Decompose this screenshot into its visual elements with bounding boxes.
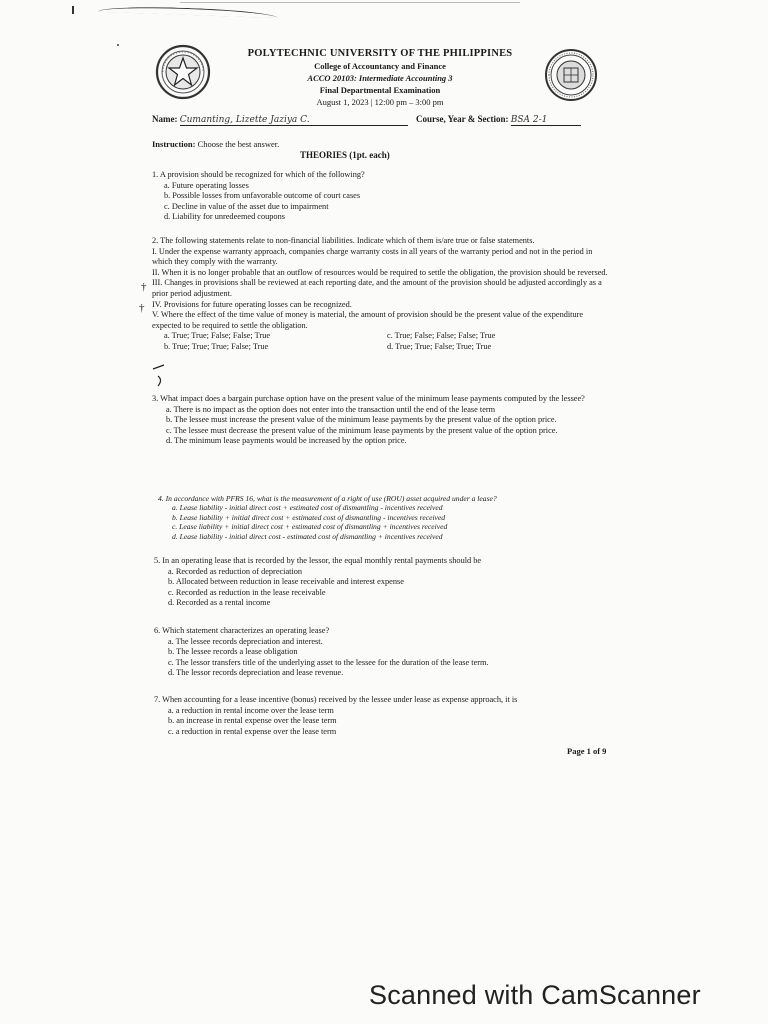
option-d: d. True; True; False; True; True [387,341,492,351]
option-b: b. Allocated between reduction in lease receivable and interest expense [168,577,404,587]
option-b: b. The lessee records a lease obligation [168,647,298,657]
exam-header [230,48,530,108]
camscanner-watermark: Scanned with CamScanner [369,980,701,1010]
option-b: b. an increase in rental expense over the lease term [168,716,337,726]
question-stem: 2. The following statements relate to non-financial liabilities. Indicate which of them is/are true or false statements. [152,236,535,245]
option-d: d. Recorded as a rental income [168,598,271,608]
name-value: Cumanting, Lizette Jaziya C. [180,115,408,126]
caf-seal-logo [544,48,598,102]
statement-1: I. Under the expense warranty approach, companies charge warranty costs in all years of the warranty period and not in the period in which they comply with the warranty. [152,246,593,267]
instruction-text: Choose the best answer. [197,139,280,149]
pen-tick [72,6,74,14]
option-c: c. Decline in value of the asset due to impairment [164,201,329,211]
question-7 [154,695,612,737]
question-stem: 1. A provision should be recognized for which of the following? [152,170,365,179]
instruction [152,139,279,149]
handwritten-check-mark: † [139,302,145,314]
course-label: Course, Year & Section: [416,114,509,124]
statement-4: IV. Provisions for future operating losses can be recognized. [152,299,352,309]
question-4 [158,494,608,541]
page-number: Page 1 of 9 [567,746,607,756]
question-stem: 5. In an operating lease that is recorded by the lessor, the equal monthly rental payments should be [154,556,482,565]
option-c: c. The lessee must decrease the present value of the minimum lease payments by the present value of the option price. [166,425,558,435]
handwritten-answer-mark [150,360,170,390]
option-c: c. a reduction in rental expense over the lease term [168,726,337,736]
question-stem: 4. In accordance with PFRS 16, what is the measurement of a right of use (ROU) asset acquired under a lease? [158,494,497,503]
name-field [152,114,408,126]
question-6 [154,626,604,679]
statement-3: III. Changes in provisions shall be reviewed at each reporting date, and the amount of the provision should be adjusted accordingly as a prior period adjustment. [152,278,602,298]
option-a: a. There is no impact as the option does not enter into the transaction until the end of the lease term [166,404,496,414]
instruction-label: Instruction: [152,139,196,149]
option-a: a. Lease liability - initial direct cost + estimated cost of dismantling - incentives received [172,503,443,513]
option-a: a. a reduction in rental income over the lease term [168,705,334,715]
question-3 [152,394,610,447]
question-stem: 6. Which statement characterizes an operating lease? [154,626,330,635]
option-c: c. Recorded as reduction in the lease receivable [168,587,326,597]
question-2 [152,236,610,353]
option-a: a. True; True; False; False; True [164,331,271,341]
course-title: ACCO 20103: Intermediate Accounting 3 [307,73,453,83]
question-5 [154,556,604,609]
paper-edge-line [180,2,520,3]
college-name: College of Accountancy and Finance [314,61,446,71]
option-d: d. Liability for unredeemed coupons [164,212,285,222]
name-label: Name: [152,114,178,124]
option-c: c. The lessor transfers title of the underlying asset to the lessee for the duration of the lease term. [168,657,489,667]
option-c: c. True; False; False; False; True [387,331,496,341]
section-title: THEORIES (1pt. each) [300,150,390,160]
handwritten-check-mark: † [141,281,147,293]
question-stem: 7. When accounting for a lease incentive (bonus) received by the lessee under lease as expense approach, it is [154,695,518,704]
question-stem: 3. What impact does a bargain purchase option have on the present value of the minimum lease payments computed by the lessee? [152,394,585,403]
question-1 [152,170,592,223]
option-b: b. True; True; True; False; True [164,341,269,351]
option-d: d. Lease liability - initial direct cost - estimated cost of dismantling + incentives received [172,531,443,541]
option-b: b. Lease liability + initial direct cost + estimated cost of dismantling - incentives received [172,512,446,522]
course-field [416,114,581,126]
exam-datetime: August 1, 2023 | 12:00 pm – 3:00 pm [316,97,444,107]
option-b: b. Possible losses from unfavorable outcome of court cases [164,191,361,201]
exam-title: Final Departmental Examination [319,85,441,95]
pup-seal-logo [155,44,211,100]
option-d: d. The minimum lease payments would be increased by the option price. [166,436,407,446]
option-c: c. Lease liability + initial direct cost + estimated cost of dismantling + incentives received [172,522,448,532]
option-a: a. Future operating losses [164,180,249,190]
statement-5: V. Where the effect of the time value of money is material, the amount of provision should be the present value of the expenditure expected to be required to settle the obligation. [152,310,584,330]
university-name: POLYTECHNIC UNIVERSITY OF THE PHILIPPINES [247,48,513,59]
option-d: d. The lessor records depreciation and lease revenue. [168,668,344,678]
statement-2: II. When it is no longer probable that an outflow of resources would be required to settle the obligation, the provision should be reversed. [152,267,608,277]
course-value: BSA 2-1 [511,115,581,126]
ink-dot [117,44,119,46]
option-b: b. The lessee must increase the present value of the minimum lease payments by the present value of the option price. [166,415,557,425]
option-a: a. The lessee records depreciation and interest. [168,636,323,646]
option-a: a. Recorded as reduction of depreciation [168,566,303,576]
